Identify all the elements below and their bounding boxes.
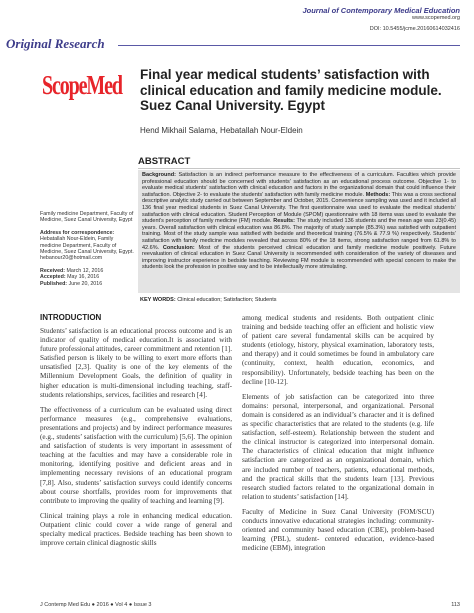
abstract-background-label: Background: (142, 172, 176, 178)
correspondence-label: Address for correspondence: (40, 229, 115, 236)
keywords (140, 297, 277, 303)
article-title: Final year medical students’ satisfaction with clinical education and family medicine module. Suez Canal University. Egypt (140, 67, 442, 113)
correspondence-email[interactable]: hebanour20@hotmail.com (40, 255, 103, 262)
publisher-logo: ScopeMed (42, 70, 122, 100)
page-number: 113 (451, 602, 460, 608)
correspondence-address: Hebatallah Nour-Eldein, Family medicine Department, Faculty of Medicine, Suez Canal University, Egypt. (40, 236, 134, 256)
introduction-heading: INTRODUCTION (40, 313, 102, 322)
abstract-conclusion-label: Conclusion: (162, 244, 195, 251)
keywords-text: Clinical education; Satisfaction; Students (177, 297, 277, 303)
article-authors: Hend Mikhail Salama, Hebatallah Nour-Eldein (140, 126, 303, 135)
date-published: Published: June 20, 2016 (40, 280, 103, 287)
intro-paragraph-5: Elements of job satisfaction can be categorized into three domains: personal, interpersonal, and organizational. Personal domain is considered as an individual’s character and it is defined as specific characteristics that are related to the students (e.g. life satisfaction, self-esteem). Relationship between the student and the clinical instructor is categorized into interpersonal domain. The characteristics of clinical education that might influence satisfaction are categorized as an organizational domain, which are included number of teachers, patients, educational methods, and the practical skills that the students learn [13]. Previous research studied factors related to the organizational domain in relation to students’ satisfaction [14]. (242, 392, 434, 501)
header-divider (118, 45, 460, 46)
date-received: Received: March 12, 2016 (40, 267, 104, 274)
intro-paragraph-3: Clinical training plays a role in enhancing medical education. Outpatient clinic could cover a wide range of general and specialty medical practices. Bedside teaching has been shown to improve certain clinical diagnostic skills (40, 511, 232, 548)
date-accepted: Accepted: May 16, 2016 (40, 274, 100, 281)
journal-title: Journal of Contemporary Medical Education (302, 6, 460, 15)
intro-paragraph-6: Faculty of Medicine in Suez Canal University (FOM/SCU) conducts innovative educational strategies including: community-oriented and community based education (CBE), problem-based learning (PBL), student- centered education, evidence-based medicine (EBM), integration (242, 507, 434, 553)
abstract-results-label: Results: (273, 218, 295, 225)
article-dates (40, 268, 135, 287)
abstract-methods: This was a cross sectional descriptive analytic study carried out between September and October, 2015. Convenience sampling was used and it included all 136 final year medical students in Suez Canal University. The first questionnaire was used to evaluate the medical students’ satisfaction with clinical education. Student Perception of Module (SPOM) questionnaire with 18 items was used to evaluate the student’s perception of family medicine (FM) module. (142, 191, 456, 225)
affiliation-department: Family medicine Department, Faculty of Medicine, Suez Canal University, Egypt (40, 211, 134, 224)
affiliation-block (40, 211, 135, 287)
abstract-conclusion: Most of the students perceived clinical education and family medicine module positively. Future reevaluation of clinical education in Suez Canal University is recommended with consideration of the variety of diseases and improving instructor experience in bedside teaching. Reviewing FM module is recommended with special concern to make the students look the profession in positive way and to be intellectually more stimulating. (142, 244, 456, 271)
footer-citation: J Contemp Med Edu ● 2016 ● Vol 4 ● Issue 3 (40, 602, 152, 608)
section-label: Original Research (6, 36, 105, 51)
intro-paragraph-2: The effectiveness of a curriculum can be evaluated using direct performance measures (e.g., comprehensive evaluations, presentations and projects) and by indirect performance measures (e.g., students’ satisfaction with the curriculum) [5,6]. The opinion and satisfaction of students is very important in assessment of teaching at the faculties and may have a considerable role in monitoring, identifying positive and deficient areas and in implementing necessary revisions of an educational program [7,8]. Also, students’ satisfaction surveys could identify concerns about course shortfalls, provides room for improvements that contribute to improving the quality of teaching and learning [9]. (40, 405, 232, 505)
abstract-background: Satisfaction is an indirect performance measure to the effectiveness of a curriculum. Faculties which provide professional education should be concerned with students’ satisfaction as an educational process outcome. Objective 1- to evaluate medical students’ satisfaction with clinical education and factors in the organizational domain that could influence their satisfaction. Objective 2- to evaluate the students’ satisfaction with family medicine module. (142, 172, 456, 198)
intro-paragraph-1: Students’ satisfaction is an educational process outcome and is an indicator of quality of medical education.It is associated with future professional attitudes, career commitment and retention [1]. Satisfied person is likely to be willing to exert more efforts than unsatisfied [2,3]. Quality is one of the key elements of the Millennium Development Goals, the definition of quality in higher education is multi-dimensional including teaching, staff-students relationships, services, facilities and research [4]. (40, 327, 232, 399)
abstract-methods-label: Methods: (365, 191, 391, 198)
keywords-label: KEY WORDS: (140, 297, 176, 303)
abstract-results: The study included 136 students and the mean age was 23(0.45) years. Overall satisfaction with clinical education was 86.8%. The majority of study sample (85.3%) was satisfied with outpatient training. Most of the study sample was satisfied with bedside and theoretical training (76.5% & 77.9 %) respectively. Students’ satisfaction with family medicine modules revealed that across 80% of the 18 items, strong satisfaction ranged from 61.8% to 42.6%. (142, 218, 456, 251)
abstract-heading: ABSTRACT (138, 156, 460, 169)
abstract-box (138, 170, 460, 293)
journal-url[interactable]: www.scopemed.org (412, 15, 460, 21)
intro-paragraph-4: among medical students and residents. Both outpatient clinic training and bedside teaching offer an efficient and holistic view of patient care several fundamental skills can be acquired by students (etiology, history, physical examination, laboratory tests, and therapy) and it could sometimes be found in ambulatory care (continuity, context, health education, economics, and responsibility). Unfortunately, bedside teaching has been on the decline [10-12]. (242, 314, 434, 386)
body-column-left (40, 327, 232, 579)
article-doi[interactable]: DOI: 10.5455/jcme.20160614032416 (369, 26, 460, 32)
body-column-right (242, 314, 434, 579)
